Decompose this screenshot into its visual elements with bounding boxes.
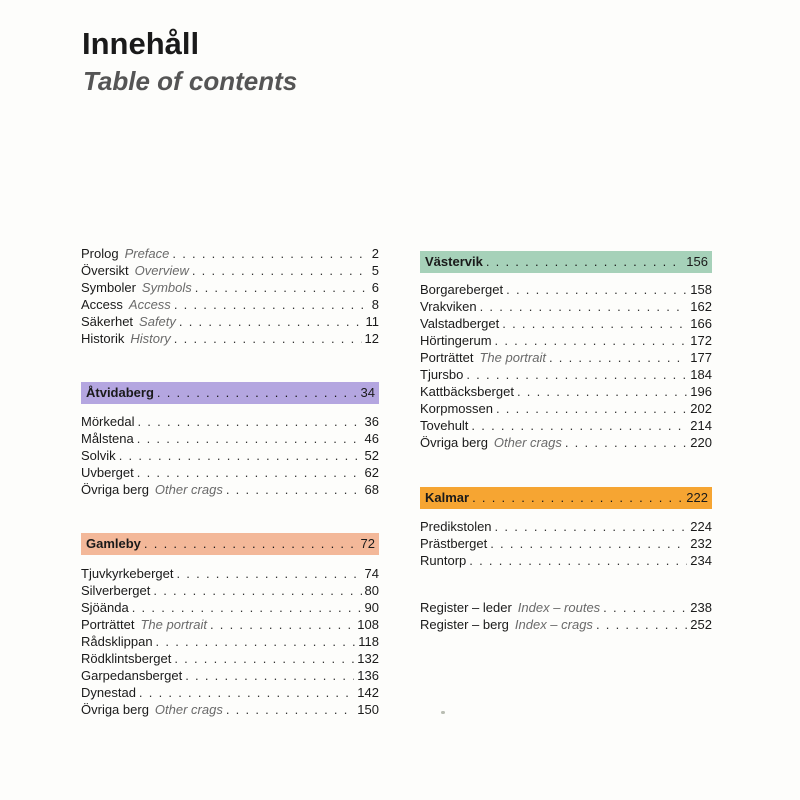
toc-entry[interactable] xyxy=(81,616,379,633)
entry-page: 142 xyxy=(357,685,379,700)
dot-leader xyxy=(195,279,369,296)
dot-leader xyxy=(226,481,362,498)
toc-entry[interactable] xyxy=(81,633,379,650)
toc-entry[interactable] xyxy=(81,599,379,616)
entry-english: Symbols xyxy=(141,280,192,295)
entry-page: 11 xyxy=(365,314,379,329)
entry-page: 162 xyxy=(690,299,712,314)
toc-entry-oversikt[interactable] xyxy=(81,262,379,279)
dot-leader xyxy=(157,382,358,404)
entry-page: 52 xyxy=(364,448,379,463)
toc-entry[interactable] xyxy=(81,684,379,701)
toc-entry[interactable] xyxy=(81,582,379,599)
dot-leader xyxy=(172,245,368,262)
dot-leader xyxy=(153,582,361,599)
toc-entry[interactable] xyxy=(420,315,712,332)
entry-page: 36 xyxy=(364,414,379,429)
toc-entry[interactable] xyxy=(420,349,712,366)
entry-name: Vrakviken xyxy=(420,299,477,314)
toc-entry-symboler[interactable] xyxy=(81,279,379,296)
entry-name: Valstadberget xyxy=(420,316,500,331)
toc-entry[interactable] xyxy=(420,400,712,417)
entry-page: 118 xyxy=(358,634,379,649)
dot-leader xyxy=(132,599,362,616)
entry-page: 177 xyxy=(690,350,712,365)
entry-page: 158 xyxy=(690,282,712,297)
entry-page: 150 xyxy=(357,702,379,717)
toc-entry[interactable] xyxy=(81,464,379,481)
dot-leader xyxy=(466,366,687,383)
toc-entry[interactable] xyxy=(420,552,712,569)
dot-leader xyxy=(176,565,361,582)
dot-leader xyxy=(565,434,687,451)
toc-entry[interactable] xyxy=(420,281,712,298)
dot-leader xyxy=(506,281,687,298)
entry-page: 202 xyxy=(690,401,712,416)
entry-page: 136 xyxy=(357,668,379,683)
kalmar-list xyxy=(420,518,712,569)
entry-english: Other crags xyxy=(154,702,223,717)
dot-leader xyxy=(480,298,688,315)
section-header-vastervik[interactable] xyxy=(420,251,712,273)
entry-name: Korpmossen xyxy=(420,401,493,416)
entry-english: History xyxy=(130,331,171,346)
page-title: Innehåll xyxy=(82,26,200,61)
section-kalmar xyxy=(420,487,712,509)
dot-leader xyxy=(137,464,362,481)
entry-name: Tjuvkyrkeberget xyxy=(81,566,174,581)
toc-entry[interactable] xyxy=(81,430,379,447)
entry-name: Solvik xyxy=(81,448,116,463)
section-vastervik xyxy=(420,251,712,273)
entry-name: Tovehult xyxy=(420,418,469,433)
entry-name: Rådsklippan xyxy=(81,634,153,649)
dot-leader xyxy=(139,684,354,701)
dot-leader xyxy=(472,487,683,509)
dot-leader xyxy=(226,701,354,718)
toc-entry[interactable] xyxy=(420,434,712,451)
section-atvidaberg xyxy=(81,382,379,404)
entry-english: Index – routes xyxy=(517,600,601,615)
entry-name: Historik xyxy=(81,331,125,346)
dot-leader xyxy=(496,400,687,417)
toc-entry[interactable] xyxy=(81,413,379,430)
toc-entry[interactable] xyxy=(420,298,712,315)
entry-page: 46 xyxy=(364,431,379,446)
toc-entry[interactable] xyxy=(420,535,712,552)
register-list xyxy=(420,599,712,633)
toc-entry[interactable] xyxy=(81,667,379,684)
entry-name: Sjöända xyxy=(81,600,129,615)
gamleby-list xyxy=(81,565,379,718)
section-page: 72 xyxy=(360,536,375,551)
entry-page: 90 xyxy=(364,600,379,615)
toc-entry-prolog[interactable] xyxy=(81,245,379,262)
intro-list xyxy=(81,245,379,347)
entry-name: Kattbäcksberget xyxy=(420,384,514,399)
toc-entry[interactable] xyxy=(420,518,712,535)
dot-leader xyxy=(137,413,361,430)
toc-entry-sakerhet[interactable] xyxy=(81,313,379,330)
entry-name: Hörtingerum xyxy=(420,333,492,348)
entry-page: 2 xyxy=(371,246,379,261)
toc-entry[interactable] xyxy=(420,383,712,400)
entry-name: Porträttet xyxy=(420,350,474,365)
entry-page: 108 xyxy=(357,617,379,632)
entry-name: Målstena xyxy=(81,431,134,446)
dot-leader xyxy=(179,313,363,330)
entry-page: 12 xyxy=(364,331,379,346)
section-header-kalmar[interactable] xyxy=(420,487,712,509)
entry-name: Tjursbo xyxy=(420,367,464,382)
entry-name: Register – leder xyxy=(420,600,512,615)
dot-leader xyxy=(174,650,354,667)
dot-leader xyxy=(517,383,687,400)
entry-name: Uvberget xyxy=(81,465,134,480)
entry-page: 166 xyxy=(690,316,712,331)
entry-english: Other crags xyxy=(493,435,562,450)
entry-name: Prolog xyxy=(81,246,119,261)
entry-page: 80 xyxy=(364,583,379,598)
entry-english: The portrait xyxy=(479,350,546,365)
entry-name: Dynestad xyxy=(81,685,136,700)
section-name: Västervik xyxy=(425,254,483,269)
dot-leader xyxy=(495,332,688,349)
entry-english: Preface xyxy=(124,246,170,261)
section-name: Gamleby xyxy=(86,536,141,551)
dot-leader xyxy=(156,633,356,650)
dot-leader xyxy=(469,552,687,569)
entry-name: Prästberget xyxy=(420,536,488,551)
entry-page: 74 xyxy=(364,566,379,581)
entry-name: Övriga berg xyxy=(81,482,149,497)
dot-leader xyxy=(174,296,369,313)
section-header-gamleby[interactable] xyxy=(81,533,379,555)
entry-name: Garpedansberget xyxy=(81,668,183,683)
entry-page: 132 xyxy=(357,651,379,666)
entry-page: 62 xyxy=(364,465,379,480)
entry-english: Safety xyxy=(139,314,176,329)
dot-leader xyxy=(486,251,683,273)
toc-entry[interactable] xyxy=(420,366,712,383)
entry-page: 224 xyxy=(690,519,712,534)
atvidaberg-list xyxy=(81,413,379,498)
section-header-atvidaberg[interactable] xyxy=(81,382,379,404)
entry-name: Rödklintsberget xyxy=(81,651,172,666)
entry-name: Översikt xyxy=(81,263,129,278)
dot-leader xyxy=(144,533,358,555)
entry-name: Silverberget xyxy=(81,583,151,598)
toc-entry-historik[interactable] xyxy=(81,330,379,347)
section-name: Kalmar xyxy=(425,490,470,505)
toc-entry-register-routes[interactable] xyxy=(420,599,712,616)
toc-entry[interactable] xyxy=(81,701,379,718)
toc-entry[interactable] xyxy=(81,565,379,582)
entry-name: Övriga berg xyxy=(420,435,488,450)
toc-entry[interactable] xyxy=(420,332,712,349)
entry-page: 252 xyxy=(690,617,712,632)
dot-leader xyxy=(174,330,362,347)
dot-leader xyxy=(596,616,687,633)
entry-name: Övriga berg xyxy=(81,702,149,717)
entry-page: 238 xyxy=(690,600,712,615)
entry-page: 214 xyxy=(690,418,712,433)
dot-leader xyxy=(137,430,362,447)
entry-page: 172 xyxy=(690,333,712,348)
dot-leader xyxy=(549,349,687,366)
dot-leader xyxy=(210,616,354,633)
entry-page: 184 xyxy=(690,367,712,382)
entry-page: 5 xyxy=(371,263,379,278)
entry-name: Predikstolen xyxy=(420,519,492,534)
dot-leader xyxy=(471,417,687,434)
entry-name: Runtorp xyxy=(420,553,467,568)
dot-leader xyxy=(192,262,369,279)
section-page: 34 xyxy=(360,385,375,400)
entry-page: 68 xyxy=(364,482,379,497)
section-gamleby xyxy=(81,533,379,555)
toc-entry[interactable] xyxy=(420,417,712,434)
section-page: 222 xyxy=(686,490,708,505)
dot-leader xyxy=(502,315,687,332)
entry-english: The portrait xyxy=(140,617,207,632)
entry-name: Register – berg xyxy=(420,617,509,632)
entry-english: Overview xyxy=(134,263,189,278)
page-subtitle: Table of contents xyxy=(83,66,298,96)
entry-name: Säkerhet xyxy=(81,314,134,329)
entry-page: 8 xyxy=(371,297,379,312)
toc-entry[interactable] xyxy=(81,650,379,667)
toc-entry[interactable] xyxy=(81,481,379,498)
entry-page: 232 xyxy=(690,536,712,551)
entry-english: Access xyxy=(128,297,171,312)
paper-speck xyxy=(441,711,445,714)
dot-leader xyxy=(495,518,688,535)
entry-name: Borgareberget xyxy=(420,282,504,297)
dot-leader xyxy=(490,535,687,552)
entry-name: Mörkedal xyxy=(81,414,135,429)
entry-name: Porträttet xyxy=(81,617,135,632)
entry-english: Index – crags xyxy=(514,617,593,632)
entry-page: 234 xyxy=(690,553,712,568)
section-name: Åtvidaberg xyxy=(86,385,154,400)
entry-english: Other crags xyxy=(154,482,223,497)
dot-leader xyxy=(119,447,362,464)
entry-page: 196 xyxy=(690,384,712,399)
entry-name: Access xyxy=(81,297,123,312)
entry-page: 6 xyxy=(371,280,379,295)
toc-entry-access[interactable] xyxy=(81,296,379,313)
vastervik-list xyxy=(420,281,712,451)
toc-entry[interactable] xyxy=(81,447,379,464)
toc-entry-register-crags[interactable] xyxy=(420,616,712,633)
entry-name: Symboler xyxy=(81,280,136,295)
entry-page: 220 xyxy=(690,435,712,450)
section-page: 156 xyxy=(686,254,708,269)
dot-leader xyxy=(603,599,687,616)
dot-leader xyxy=(185,667,354,684)
